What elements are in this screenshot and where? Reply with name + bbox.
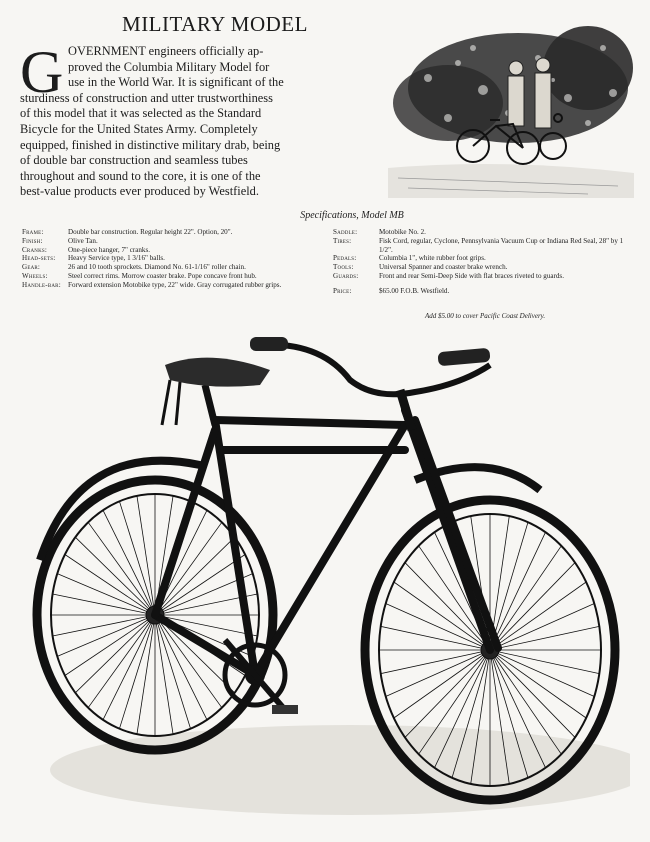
spec-value: $65.00 F.O.B. Westfield. [379, 286, 450, 295]
spec-value: Heavy Service type, 1 3/16" balls. [68, 254, 165, 263]
spec-row-cranks [22, 246, 312, 255]
drop-cap: G [20, 39, 64, 105]
specifications-left-column [22, 228, 312, 290]
intro-line: proved the Columbia Military Model for [68, 59, 270, 74]
spec-row-head-sets [22, 254, 312, 263]
military-bicycle-illustration [20, 330, 630, 830]
spec-label: Gear: [22, 263, 41, 272]
spec-row-pedals [333, 254, 633, 263]
intro-line: sturdiness of construction and utter trustworthiness [20, 90, 273, 105]
spec-row-tools [333, 263, 633, 272]
spec-label: Guards: [333, 271, 359, 280]
spec-value: 26 and 10 tooth sprockets. Diamond No. 61-1/16" roller chain. [68, 263, 246, 272]
spec-row-saddle [333, 228, 633, 237]
spec-value: Front and rear Semi-Deep Side with flat braces riveted to guards. [379, 271, 564, 280]
spec-label: Head-sets: [22, 254, 56, 263]
intro-line: best-value products ever produced by Westfield. [20, 184, 259, 199]
spec-value: One-piece hanger, 7" cranks. [68, 245, 150, 254]
spec-label: Frame: [22, 228, 44, 236]
intro-line: OVERNMENT engineers officially ap- [68, 44, 264, 58]
spec-label: Price: [333, 286, 352, 295]
spec-value: Steel correct rims. Morrow coaster brake. Pope concave front hub. [68, 271, 257, 280]
intro-line: throughout and sound to the core, it is one of the [20, 168, 261, 183]
soldiers-with-bicycles-photo [388, 18, 634, 198]
specifications-heading: Specifications, Model MB [300, 210, 404, 221]
spec-row-guards [333, 272, 633, 281]
spec-label: Cranks: [22, 245, 48, 254]
spec-label: Pedals: [333, 254, 357, 263]
spec-row-tires [333, 237, 633, 255]
spec-value: Columbia 1", white rubber foot grips. [379, 254, 486, 263]
spec-label: Tires: [333, 236, 352, 245]
intro-line: of double bar construction and seamless tubes [20, 153, 248, 168]
spec-value: Forward extension Motobike type, 22" wide. Gray corrugated rubber grips. [68, 280, 282, 289]
intro-line: of this model that it was selected as the Standard [20, 106, 262, 121]
spec-row-wheels [22, 272, 312, 281]
spec-label: Wheels: [22, 271, 48, 280]
spec-value: Double bar construction. Regular height 22". Option, 20". [68, 228, 233, 236]
spec-label: Handle-bar: [22, 280, 61, 289]
intro-paragraph [20, 39, 378, 200]
intro-line: use in the World War. It is significant of the [68, 75, 284, 90]
delivery-note: Add $5.00 to cover Pacific Coast Delivery. [425, 312, 546, 320]
spec-label: Saddle: [333, 228, 358, 236]
spec-value: Olive Tan. [68, 236, 98, 245]
spec-value: Motobike No. 2. [379, 228, 426, 236]
spec-row-handle-bar [22, 281, 312, 290]
spec-label: Tools: [333, 263, 354, 272]
intro-line: Bicycle for the United States Army. Completely [20, 121, 258, 136]
spec-value: Fisk Cord, regular, Cyclone, Pennsylvania Vacuum Cup or Indiana Red Seal, 28" by 1 1/2". [379, 236, 624, 254]
spec-row-gear [22, 263, 312, 272]
page-title: MILITARY MODEL [122, 12, 308, 36]
spec-label: Finish: [22, 236, 43, 245]
specifications-right-column [333, 228, 633, 296]
spec-value: Universal Spanner and coaster brake wrench. [379, 263, 508, 272]
spec-row-price [333, 287, 633, 296]
spec-row-frame [22, 228, 312, 237]
spec-row-finish [22, 237, 312, 246]
intro-line: equipped, finished in distinctive military drab, being [20, 137, 281, 152]
